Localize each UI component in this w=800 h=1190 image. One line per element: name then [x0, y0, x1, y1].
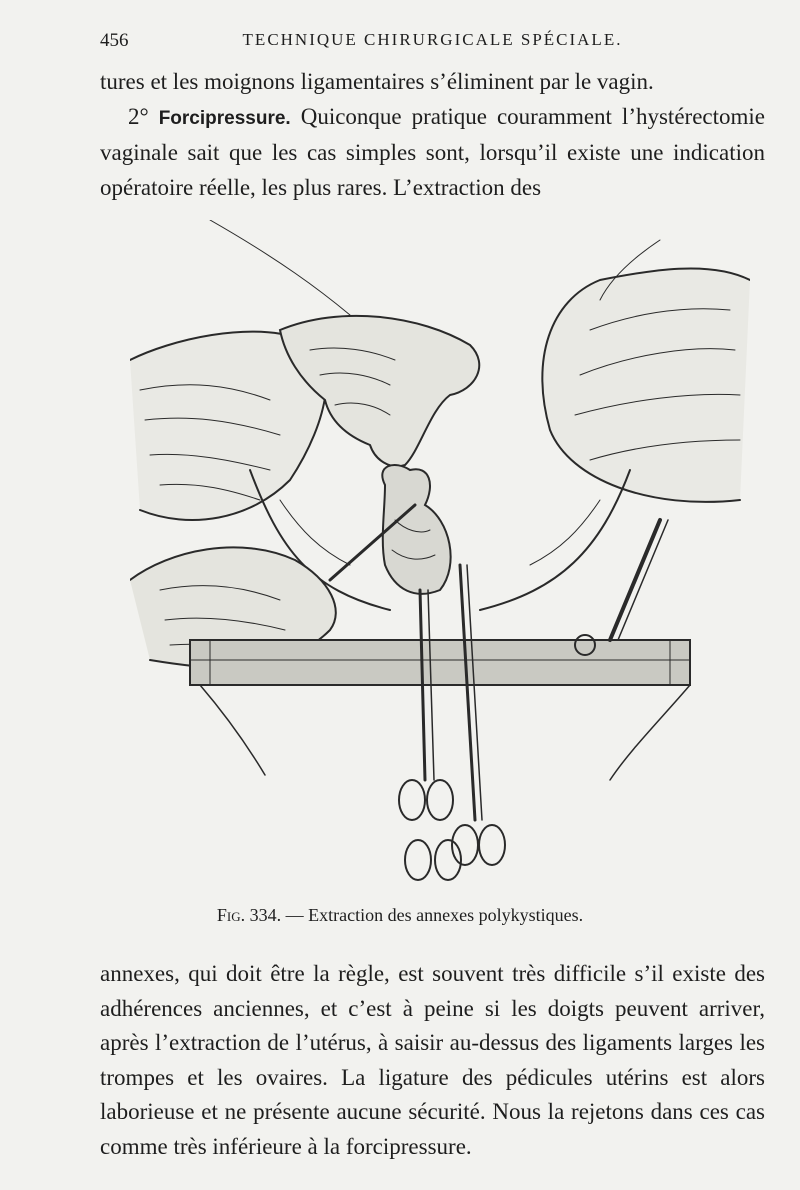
- figure-caption-text: — Extraction des annexes polykystiques.: [285, 905, 584, 925]
- page-header: [100, 30, 765, 56]
- figure-caption: [0, 905, 800, 926]
- section-number: 2°: [128, 103, 149, 129]
- paragraph-annexes: annexes, qui doit être la règle, est souvent très difficile s’il existe des adhérences anciennes, et c’est à peine si les doigts peuvent arriver, après l’extraction de l’utérus, à saisir au-dessus des ligaments larges les trompes et les ovaires. La ligature des pédicules utérins est alors laborieuse et ne présente aucune sécurité. Nous la rejetons dans ces cas comme très inférieure à la forcipressure.: [100, 961, 765, 1159]
- paragraph-forcipressure: [100, 100, 765, 206]
- body-text-top: [100, 65, 765, 205]
- figure-label: Fig. 334.: [216, 905, 282, 925]
- paragraph-continuation: tures et les moignons ligamentaires s’éliminent par le vagin.: [100, 69, 654, 94]
- engraving-surgical-extraction: [130, 220, 750, 900]
- figure-illustration: [130, 220, 750, 900]
- paragraph-body: Quiconque pratique couramment l’hystérectomie vaginale sait que les cas simples sont, lorsqu’il existe une indication opératoire réelle, les plus rares. L’extraction des: [100, 103, 765, 200]
- section-term: Forcipressure.: [158, 107, 291, 129]
- running-title: TECHNIQUE CHIRURGICALE SPÉCIALE.: [242, 30, 623, 49]
- body-text-bottom: [100, 957, 765, 1164]
- page-number: 456: [100, 30, 129, 51]
